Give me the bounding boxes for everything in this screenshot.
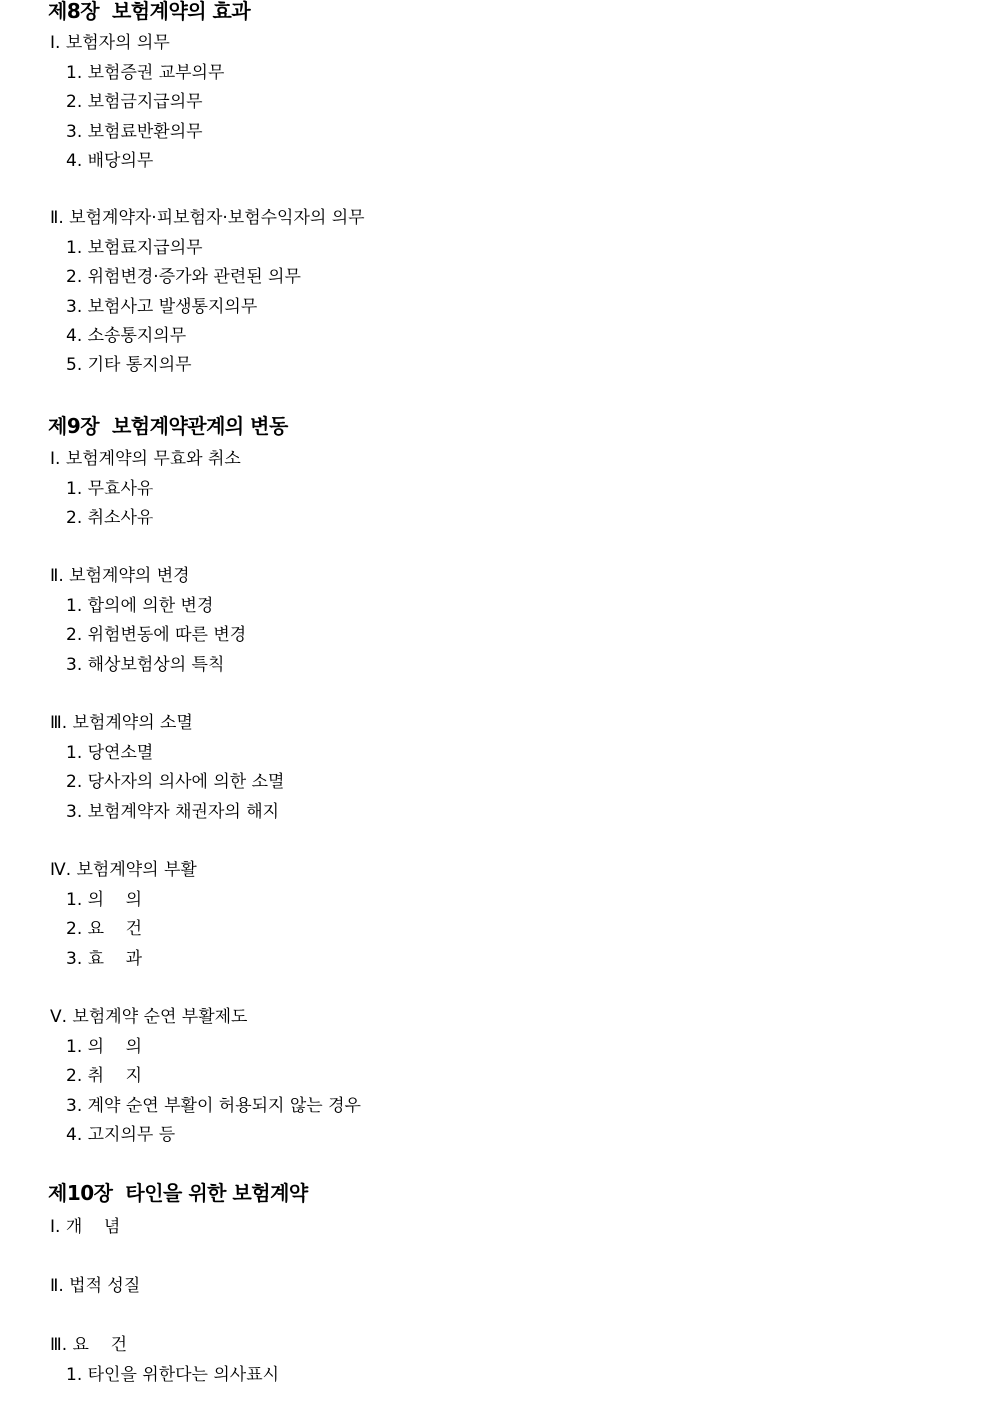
list-item: 1. 합의에 의한 변경 [66, 596, 214, 616]
section-heading: Ⅲ. 보험계약의 소멸 [50, 713, 193, 733]
chapter-title: 제9장 보험계약관계의 변동 [48, 414, 288, 438]
list-item: 3. 해상보험상의 특칙 [66, 655, 225, 675]
list-item: 3. 보험계약자 채권자의 해지 [66, 802, 280, 822]
section-heading: Ⅱ. 보험계약의 변경 [50, 566, 190, 586]
section-heading: Ⅰ. 보험자의 의무 [50, 33, 170, 53]
section-heading: Ⅰ. 개 념 [50, 1217, 121, 1237]
list-item: 4. 배당의무 [66, 151, 154, 171]
list-item: 1. 타인을 위한다는 의사표시 [66, 1365, 280, 1385]
list-item: 2. 위험변경·증가와 관련된 의무 [66, 267, 301, 287]
list-item: 1. 의 의 [66, 890, 143, 910]
section-heading: Ⅱ. 법적 성질 [50, 1276, 141, 1296]
list-item: 4. 소송통지의무 [66, 326, 187, 346]
section-heading: Ⅱ. 보험계약자·피보험자·보험수익자의 의무 [50, 208, 365, 228]
list-item: 2. 취소사유 [66, 508, 154, 528]
list-item: 3. 계약 순연 부활이 허용되지 않는 경우 [66, 1096, 361, 1116]
list-item: 2. 당사자의 의사에 의한 소멸 [66, 772, 285, 792]
chapter-title: 제8장 보험계약의 효과 [48, 0, 251, 23]
list-item: 3. 보험사고 발생통지의무 [66, 297, 258, 317]
list-item: 2. 요 건 [66, 919, 143, 939]
section-heading: Ⅴ. 보험계약 순연 부활제도 [50, 1007, 248, 1027]
list-item: 3. 효 과 [66, 949, 143, 969]
list-item: 1. 당연소멸 [66, 743, 154, 763]
list-item: 1. 무효사유 [66, 479, 154, 499]
list-item: 3. 보험료반환의무 [66, 122, 203, 142]
section-heading: Ⅰ. 보험계약의 무효와 취소 [50, 449, 241, 469]
list-item: 2. 취 지 [66, 1066, 143, 1086]
list-item: 2. 보험금지급의무 [66, 92, 203, 112]
section-heading: Ⅲ. 요 건 [50, 1335, 127, 1355]
list-item: 2. 위험변동에 따른 변경 [66, 625, 247, 645]
list-item: 1. 보험료지급의무 [66, 238, 203, 258]
list-item: 4. 고지의무 등 [66, 1125, 176, 1145]
list-item: 1. 의 의 [66, 1037, 143, 1057]
list-item: 1. 보험증권 교부의무 [66, 63, 225, 83]
list-item: 5. 기타 통지의무 [66, 355, 192, 375]
chapter-title: 제10장 타인을 위한 보험계약 [48, 1181, 308, 1205]
section-heading: Ⅳ. 보험계약의 부활 [50, 860, 197, 880]
